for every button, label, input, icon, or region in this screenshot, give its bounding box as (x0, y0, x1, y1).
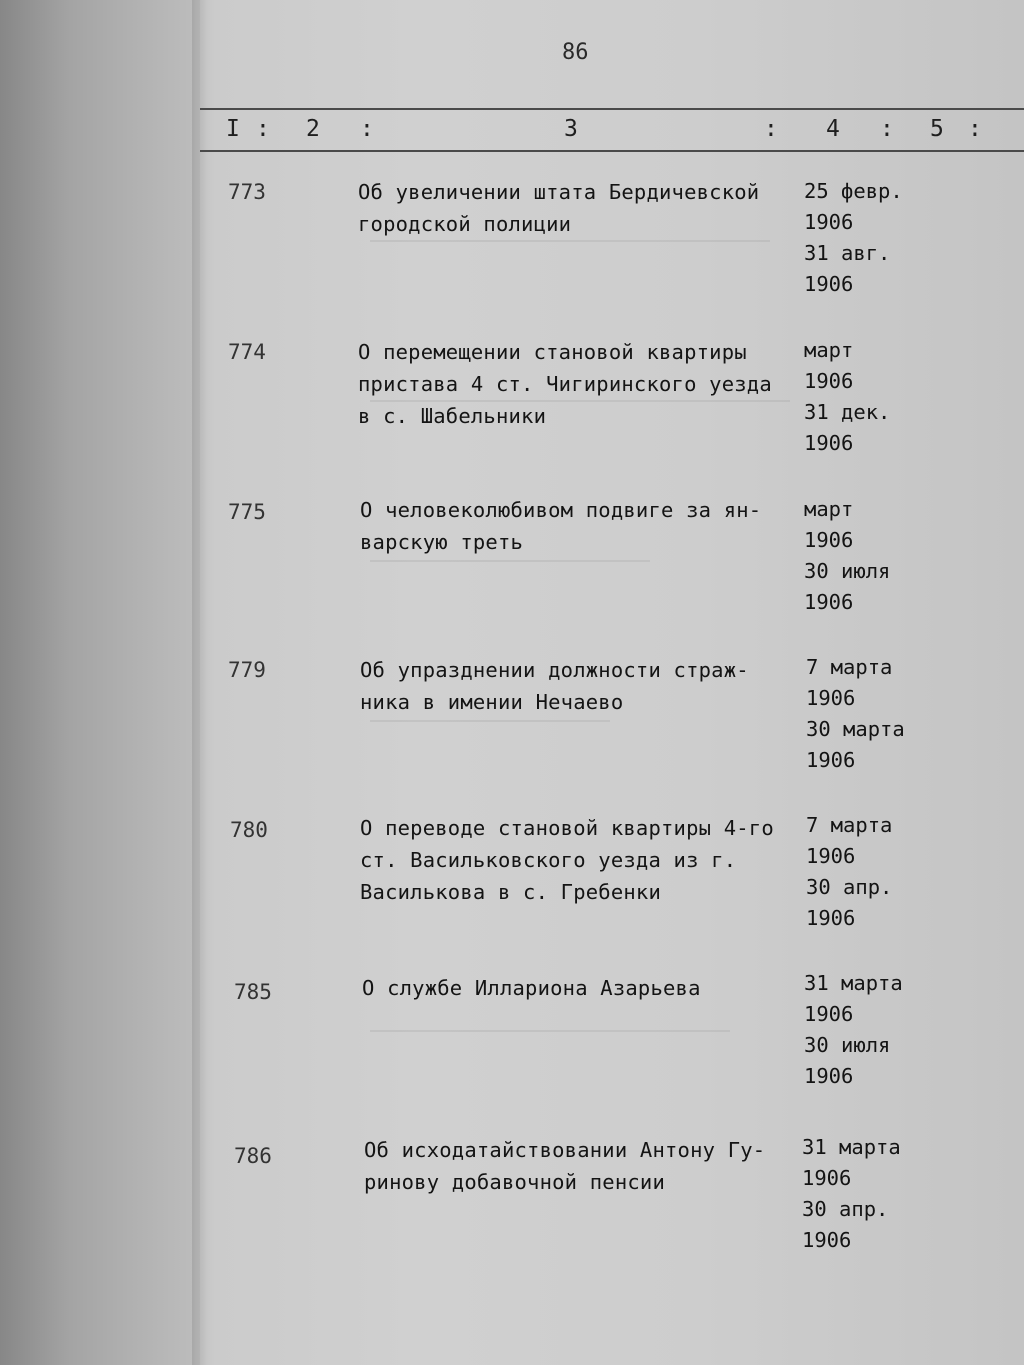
entry-number: 773 (228, 180, 266, 204)
column-header-separator: : (360, 116, 374, 142)
column-header-separator: : (880, 116, 894, 142)
column-header-separator: : (764, 116, 778, 142)
entry-dates: 31 марта 1906 30 июля 1906 (804, 971, 903, 1088)
entry-number: 774 (228, 340, 266, 364)
entry-number: 785 (234, 980, 272, 1004)
entry-dates: март 1906 31 дек. 1906 (804, 338, 891, 455)
entry-number: 775 (228, 500, 266, 524)
entry-title: Об упразднении должности страж- ника в имении Нечаево (360, 658, 749, 714)
bleed-through-mark (370, 400, 790, 402)
entry-title: Об увеличении штата Бердичевской городской полиции (358, 180, 760, 236)
table-header-top-rule (200, 108, 1024, 110)
entry-title: О человеколюбивом подвиге за ян- варскую треть (360, 498, 762, 554)
entry-number: 780 (230, 818, 268, 842)
entry-number: 786 (234, 1144, 272, 1168)
entry-title: О службе Иллариона Азарьева (362, 976, 701, 1000)
entry-dates: 7 марта 1906 30 марта 1906 (806, 655, 905, 772)
entry-title: О переводе становой квартиры 4-го ст. Васильковского уезда из г. Василькова в с. Гребенки (360, 816, 774, 904)
column-header-separator: : (968, 116, 982, 142)
entry-number: 779 (228, 658, 266, 682)
entry-dates: 25 февр. 1906 31 авг. 1906 (804, 179, 903, 296)
entry-dates: март 1906 30 июля 1906 (804, 497, 891, 614)
column-header-1: I (226, 116, 240, 142)
entry-dates: 31 марта 1906 30 апр. 1906 (802, 1135, 901, 1252)
entry-dates: 7 марта 1906 30 апр. 1906 (806, 813, 893, 930)
document-page (200, 0, 1024, 1365)
page-number: 86 (562, 40, 589, 65)
bleed-through-mark (370, 1030, 730, 1032)
bleed-through-mark (370, 720, 610, 722)
column-header-5: 5 (930, 116, 944, 142)
bleed-through-mark (370, 240, 770, 242)
column-header-separator: : (256, 116, 270, 142)
previous-page-edge (0, 0, 200, 1365)
table-header-bottom-rule (200, 150, 1024, 152)
bleed-through-mark (370, 560, 650, 562)
column-header-3: 3 (564, 116, 578, 142)
entry-title: Об исходатайствовании Антону Гу- ринову добавочной пенсии (364, 1138, 766, 1194)
entry-title: О перемещении становой квартиры пристава 4 ст. Чигиринского уезда в с. Шабельники (358, 340, 772, 428)
column-header-4: 4 (826, 116, 840, 142)
column-header-2: 2 (306, 116, 320, 142)
